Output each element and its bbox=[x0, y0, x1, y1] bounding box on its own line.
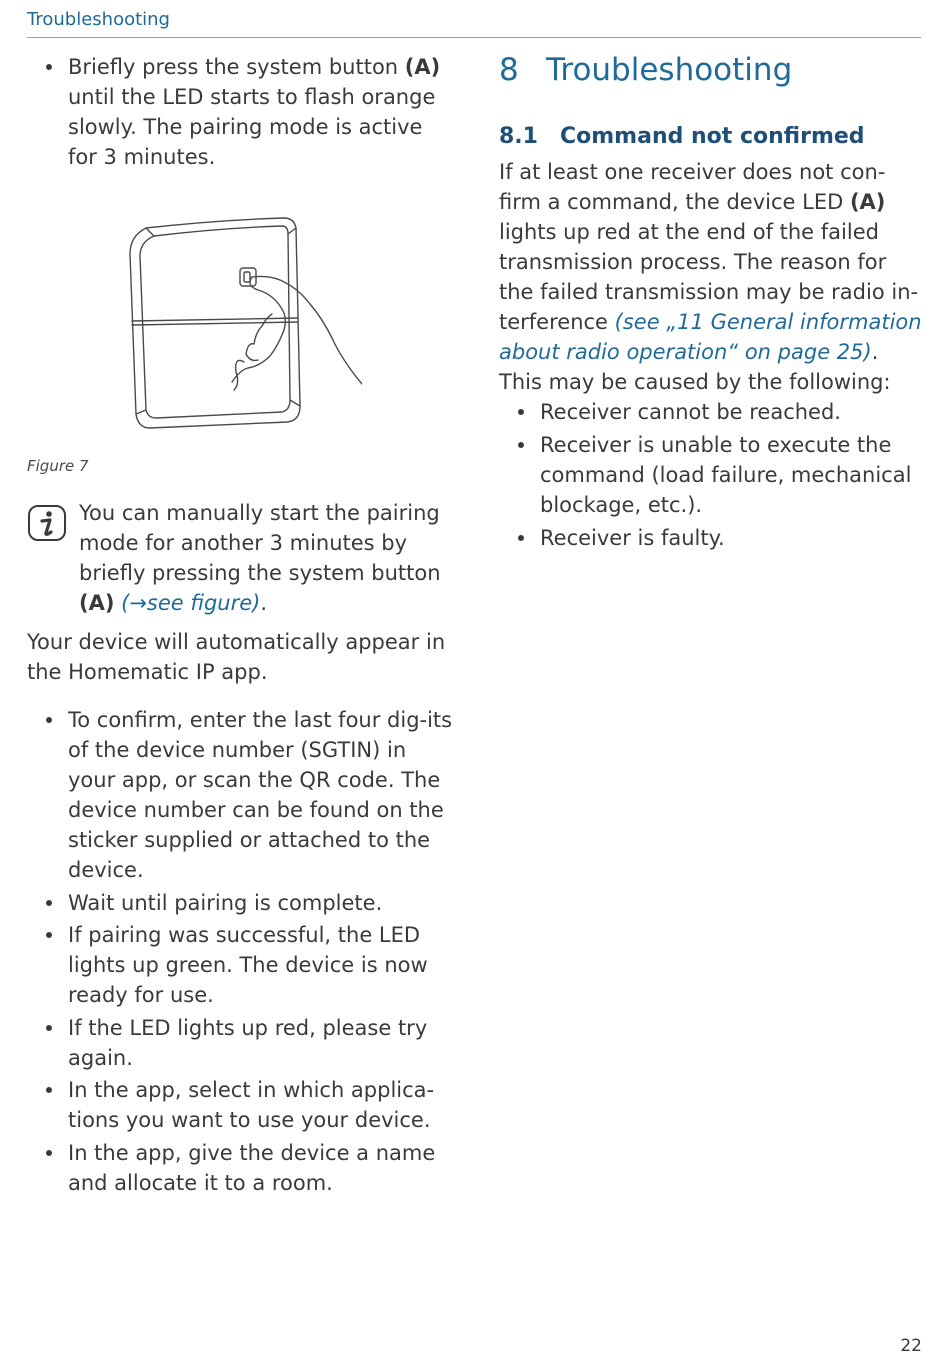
info-icon bbox=[27, 504, 67, 542]
app-paragraph: Your device will automatically appear in the Homematic IP app. bbox=[27, 630, 446, 684]
left-column bbox=[27, 52, 457, 1195]
section-text-before: If at least one receiver does not con-firm a command, the device LED bbox=[499, 160, 886, 214]
section-text-after: . bbox=[871, 340, 879, 364]
list-item: Receiver is faulty. bbox=[499, 523, 924, 553]
section-text-middle: lights up red at the end of the failed transmission process. The reason for the failed transmission may be radio in-terference bbox=[499, 220, 919, 334]
button-reference: (A) bbox=[79, 591, 115, 615]
section-body bbox=[499, 157, 924, 367]
device-seam-line bbox=[132, 318, 298, 325]
pairing-steps-list bbox=[27, 705, 457, 1200]
section-heading bbox=[499, 122, 924, 152]
info-note-text bbox=[79, 498, 457, 618]
list-item: In the app, give the device a name and allocate it to a room. bbox=[27, 1138, 457, 1198]
list-item: Receiver cannot be reached. bbox=[499, 397, 924, 427]
chapter-heading bbox=[499, 52, 924, 88]
intro-text-after: until the LED starts to flash orange slowly. The pairing mode is active for 3 minutes. bbox=[68, 85, 436, 169]
list-item: If pairing was successful, the LED lights up green. The device is now ready for use. bbox=[27, 920, 457, 1010]
causes-list bbox=[499, 397, 924, 553]
right-column bbox=[499, 52, 924, 556]
section-title: Command not confirmed bbox=[560, 124, 865, 149]
header-divider bbox=[27, 37, 921, 38]
list-item: To confirm, enter the last four dig-its of the device number (SGTIN) in your app, or scan the QR code. The device number can be found on the sticker supplied or attached to the device. bbox=[27, 705, 457, 885]
device-illustration bbox=[122, 214, 362, 438]
intro-bullet-list bbox=[27, 52, 457, 172]
chapter-title: Troubleshooting bbox=[546, 52, 793, 88]
list-item: In the app, select in which applica-tions you want to use your device. bbox=[27, 1075, 457, 1135]
led-reference: (A) bbox=[849, 190, 886, 214]
intro-text-before: Briefly press the system button bbox=[68, 55, 405, 79]
system-button-led bbox=[244, 272, 250, 282]
button-reference: (A) bbox=[404, 55, 441, 79]
radio-info-link[interactable]: (see „11 General information about radio operation“ on page 25) bbox=[499, 310, 922, 364]
causes-lead: This may be caused by the following: bbox=[499, 370, 891, 394]
list-item: Wait until pairing is complete. bbox=[27, 888, 457, 918]
figure-caption: Figure 7 bbox=[27, 457, 89, 475]
section-number: 8.1 bbox=[499, 124, 538, 149]
chapter-number: 8 bbox=[499, 52, 519, 88]
list-item: Receiver is unable to execute the command (load failure, mechanical blockage, etc.). bbox=[499, 430, 924, 520]
list-item bbox=[27, 52, 457, 172]
see-figure-link[interactable]: (→see figure) bbox=[121, 591, 261, 615]
note-text-after: . bbox=[260, 591, 268, 615]
running-header: Troubleshooting bbox=[27, 9, 170, 30]
note-text-before: You can manually start the pairing mode for another 3 minutes by briefly pressing the system button bbox=[79, 501, 441, 585]
list-item: If the LED lights up red, please try again. bbox=[27, 1013, 457, 1073]
page-number: 22 bbox=[900, 1336, 922, 1356]
info-note bbox=[27, 498, 457, 618]
